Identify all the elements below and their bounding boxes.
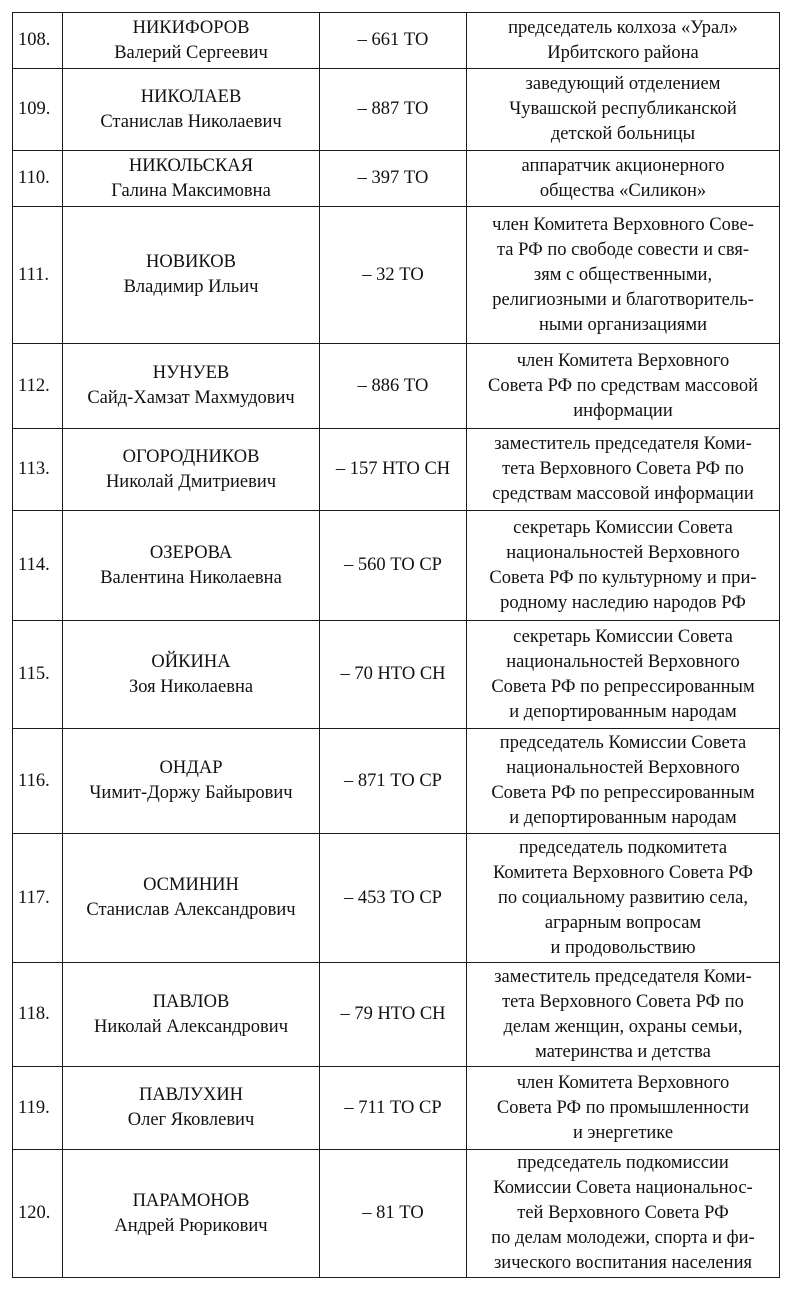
position-line: Ирбитского района (547, 42, 699, 63)
vote-result: – 871 ТО СР (320, 729, 467, 834)
position-line: ными организациями (538, 314, 708, 335)
row-number: 118. (13, 963, 63, 1067)
deputy-name-cell (63, 429, 320, 511)
position-line: председатель колхоза «Урал» (508, 17, 738, 38)
deputy-name-cell (63, 151, 320, 207)
position-line: и депортированным народам (509, 808, 737, 828)
position-line: общества «Силикон» (539, 180, 707, 201)
position-line: председатель подкомитета (518, 837, 728, 858)
deputy-given-names: Станислав Александрович (86, 900, 296, 920)
table-row (13, 963, 780, 1067)
deputy-given-names: Николай Дмитриевич (105, 471, 277, 492)
table-row (13, 834, 780, 963)
position-line: делам женщин, охраны семьи, (503, 1016, 743, 1037)
position-line: религиозными и благотворитель- (492, 289, 754, 310)
deputy-given-names: Олег Яковлевич (127, 1110, 255, 1130)
position-cell (467, 511, 780, 621)
deputy-surname: ОГОРОДНИКОВ (122, 446, 260, 467)
position-line: тей Верховного Совета РФ (517, 1203, 729, 1223)
position-line: информации (573, 400, 673, 421)
deputies-list-page (12, 12, 779, 1278)
deputy-name-cell (63, 69, 320, 151)
vote-result: – 661 ТО (320, 13, 467, 69)
position-cell (467, 621, 780, 729)
deputy-surname: НИКОЛАЕВ (140, 86, 242, 107)
position-line: родному наследию народов РФ (500, 592, 746, 613)
row-number: 113. (13, 429, 63, 511)
row-number: 111. (13, 207, 63, 344)
position-line: Комитета Верховного Совета РФ (492, 862, 753, 883)
position-line: заместитель председателя Коми- (494, 434, 752, 454)
vote-result: – 81 ТО (320, 1150, 467, 1278)
deputy-given-names: Николай Александрович (93, 1016, 288, 1037)
deputy-name-cell (63, 729, 320, 834)
position-line: член Комитета Верховного (516, 1072, 730, 1093)
position-line: национальностей Верховного (506, 758, 740, 778)
deputy-given-names: Станислав Николаевич (100, 111, 282, 132)
deputy-surname: ПАРАМОНОВ (132, 1190, 250, 1211)
position-line: детской больницы (550, 124, 696, 144)
table-row (13, 429, 780, 511)
row-number: 108. (13, 13, 63, 69)
row-number: 117. (13, 834, 63, 963)
row-number: 120. (13, 1150, 63, 1278)
deputy-surname: НИКОЛЬСКАЯ (128, 155, 254, 176)
position-line: и депортированным народам (509, 701, 737, 722)
deputy-name-cell (63, 621, 320, 729)
row-number: 112. (13, 344, 63, 429)
position-line: Совета РФ по промышленности (496, 1097, 750, 1118)
table-row (13, 1150, 780, 1278)
table-row (13, 13, 780, 69)
deputy-given-names: Валерий Сергеевич (114, 42, 268, 63)
deputy-surname: НОВИКОВ (146, 252, 236, 272)
deputy-surname: ОСМИНИН (143, 875, 239, 895)
position-line: заведующий отделением (525, 74, 721, 94)
vote-result: – 70 НТО СН (320, 621, 467, 729)
deputy-name-cell (63, 344, 320, 429)
deputy-given-names: Чимит-Доржу Байырович (89, 783, 293, 803)
row-number: 110. (13, 151, 63, 207)
position-cell (467, 1150, 780, 1278)
position-line: по социальному развитию села, (497, 887, 748, 908)
position-line: председатель Комиссии Совета (499, 733, 747, 753)
deputy-given-names: Галина Максимовна (111, 180, 271, 201)
position-line: заместитель председателя Коми- (494, 966, 752, 987)
deputy-given-names: Сайд-Хамзат Махмудович (87, 388, 295, 408)
table-row (13, 511, 780, 621)
deputy-surname: ОНДАР (159, 758, 223, 778)
row-number: 114. (13, 511, 63, 621)
deputies-table-body (13, 13, 780, 1278)
row-number: 109. (13, 69, 63, 151)
position-line: член Комитета Верховного (516, 350, 730, 371)
deputy-surname: ПАВЛУХИН (138, 1085, 244, 1105)
position-line: зического воспитания населения (494, 1253, 752, 1273)
deputy-name-cell (63, 13, 320, 69)
position-line: Совета РФ по культурному и при- (489, 567, 757, 588)
position-line: Совета РФ по средствам массовой (488, 375, 758, 396)
deputy-given-names: Зоя Николаевна (128, 676, 254, 697)
deputy-surname: НИКИФОРОВ (132, 17, 250, 38)
position-line: национальностей Верховного (506, 542, 740, 563)
position-cell (467, 429, 780, 511)
position-line: та РФ по свободе совести и свя- (496, 239, 750, 260)
vote-result: – 711 ТО СР (320, 1067, 467, 1150)
position-line: секретарь Комиссии Совета (513, 517, 733, 538)
deputy-name-cell (63, 1067, 320, 1150)
table-row (13, 1067, 780, 1150)
deputy-name-cell (63, 834, 320, 963)
vote-result: – 886 ТО (320, 344, 467, 429)
position-cell (467, 834, 780, 963)
table-row (13, 621, 780, 729)
deputy-name-cell (63, 511, 320, 621)
deputy-name-cell (63, 963, 320, 1067)
row-number: 119. (13, 1067, 63, 1150)
vote-result: – 887 ТО (320, 69, 467, 151)
deputy-given-names: Валентина Николаевна (100, 567, 282, 588)
position-line: Комиссии Совета национальнос- (493, 1178, 753, 1198)
vote-result: – 560 ТО СР (320, 511, 467, 621)
row-number: 115. (13, 621, 63, 729)
position-line: средствам массовой информации (492, 484, 754, 504)
position-cell (467, 344, 780, 429)
position-line: материнства и детства (535, 1041, 711, 1062)
position-cell (467, 13, 780, 69)
deputy-surname: ПАВЛОВ (152, 991, 230, 1012)
position-cell (467, 69, 780, 151)
position-line: Чувашской республиканской (509, 99, 737, 119)
position-cell (467, 1067, 780, 1150)
deputy-name-cell (63, 1150, 320, 1278)
vote-result: – 32 ТО (320, 207, 467, 344)
vote-result: – 79 НТО СН (320, 963, 467, 1067)
deputy-surname: ОЙКИНА (151, 651, 231, 672)
position-line: национальностей Верховного (506, 651, 740, 672)
vote-result: – 157 НТО СН (320, 429, 467, 511)
position-line: Совета РФ по репрессированным (491, 783, 755, 803)
position-cell (467, 963, 780, 1067)
table-row (13, 69, 780, 151)
deputy-surname: ОЗЕРОВА (149, 542, 233, 563)
position-cell (467, 207, 780, 344)
deputy-given-names: Владимир Ильич (123, 277, 259, 297)
vote-result: – 453 ТО СР (320, 834, 467, 963)
deputy-surname: НУНУЕВ (152, 363, 230, 383)
position-line: и продовольствию (550, 937, 696, 958)
vote-result: – 397 ТО (320, 151, 467, 207)
table-row (13, 151, 780, 207)
row-number: 116. (13, 729, 63, 834)
position-line: аппаратчик акционерного (521, 155, 725, 176)
position-line: секретарь Комиссии Совета (513, 626, 733, 647)
position-line: председатель подкомиссии (517, 1153, 729, 1173)
deputies-table (12, 12, 780, 1278)
position-line: аграрным вопросам (544, 912, 702, 933)
position-line: член Комитета Верховного Сове- (492, 214, 754, 235)
position-line: Совета РФ по репрессированным (491, 676, 755, 697)
position-line: по делам молодежи, спорта и фи- (491, 1228, 755, 1248)
position-line: тета Верховного Совета РФ по (502, 991, 744, 1012)
position-line: и энергетике (572, 1122, 674, 1143)
table-row (13, 729, 780, 834)
table-row (13, 344, 780, 429)
position-line: зям с общественными, (533, 264, 713, 285)
position-cell (467, 151, 780, 207)
deputy-name-cell (63, 207, 320, 344)
position-cell (467, 729, 780, 834)
position-line: тета Верховного Совета РФ по (502, 459, 744, 479)
deputy-given-names: Андрей Рюрикович (114, 1215, 268, 1236)
table-row (13, 207, 780, 344)
